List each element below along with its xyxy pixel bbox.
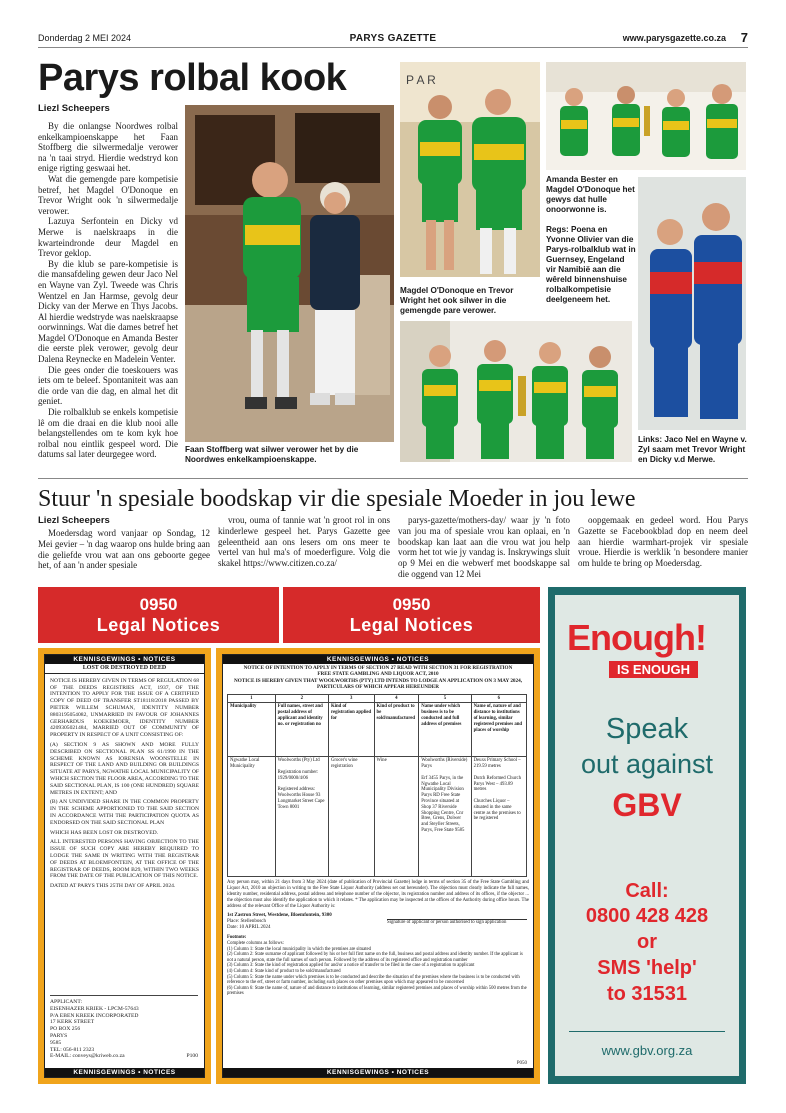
col-number: 6 <box>471 694 526 703</box>
footnote: (3) Column 3: State the kind of registration applied for and/or a notice of transfer to be filed in the case of a registration to applicant <box>227 963 475 969</box>
photo-trophy-group <box>546 62 746 170</box>
header-rule <box>38 47 748 48</box>
article-byline: Liezl Scheepers <box>38 103 110 114</box>
gbv-call: Call: <box>625 880 669 902</box>
masthead: PARYS GAZETTE <box>349 33 437 44</box>
notice-code: P050 <box>516 1061 527 1066</box>
moedersdag-col-2 <box>218 515 390 569</box>
col-header: Name under which business is to be conducted and full address of premises <box>419 703 471 757</box>
title-line: NOTICE OF INTENTION TO APPLY IN TERMS OF SECTION 27 READ WITH SECTION 31 FOR REGISTRATION <box>243 665 513 671</box>
applicant-line: P/A EBEN KREEK INCORPORATED <box>50 1012 139 1019</box>
applicant-line: 17 KERK STREET <box>50 1019 95 1026</box>
caption-pair: Magdel O'Donoque en Trevor Wright het ook silwer in die gemengde pare verower. <box>400 286 514 315</box>
photo-faan-stoffberg <box>185 105 394 442</box>
gbv-phone[interactable]: 0800 428 428 <box>585 905 709 927</box>
page-header <box>38 30 748 46</box>
liquor-notice-title <box>223 664 533 692</box>
photo-namibia-players <box>638 177 746 430</box>
notice-body <box>45 674 204 897</box>
liquor-table <box>227 694 527 878</box>
gbv-is-enough: IS ENOUGH <box>609 661 698 678</box>
title-line: NOTICE IS HEREBY GIVEN THAT WOOLWORTHS (PTY) LTD INTENDS TO LODGE AN APPLICATION ON 3 MAY 2024, <box>233 677 523 684</box>
table-cell: Grocer's wine registration <box>328 757 374 877</box>
paragraph: Lazuya Serfontein en Dicky vd Merwe is naelskraaps in die kwarteindronde deur Magdel en Trevor geklop. <box>38 216 178 259</box>
gbv-label: GBV <box>612 787 682 823</box>
title-line: FREE STATE GAMBLING AND LIQUOR ACT, 2010 <box>317 671 439 678</box>
notice-paragraph: WHICH HAS BEEN LOST OR DESTROYED. <box>50 829 159 836</box>
applicant-line: APPLICANT: <box>50 999 83 1005</box>
notice-paragraph: ALL INTERESTED PERSONS HAVING OBJECTION TO THE ISSUE OF SUCH COPY ARE HEREBY REQUIRED TO LODGE THE SAME IN WRITING WITH THE REGISTRAR OF DEEDS AT BLOEMFONTEIN, AT THE OFFICE OF THE REGISTRAR OF DEEDS, ROOM B29, WITHIN TWO WEEKS FROM THE DATE OF THE PUBLICATION OF THIS NOTICE. <box>50 839 199 880</box>
col-number: 5 <box>419 694 471 703</box>
place-date <box>223 919 533 931</box>
table-row <box>228 757 527 877</box>
caption-namibia: Regs: Poena en Yvonne Olivier van die Parys-rolbalklub wat in Guernsey, Engeland vir Namibië aan die wêreld binnenshuise rolbalkompetisie deelgeneem het. <box>546 225 636 304</box>
photo-magdel-trevor <box>400 62 540 277</box>
notice-title: LOST OR DESTROYED DEED <box>45 664 204 674</box>
notice-paragraph: NOTICE IS HEREBY GIVEN IN TERMS OF REGULATION 68 OF THE DEEDS REGISTRIES ACT, 1937, OF THE INTENTION TO APPLY FOR THE ISSUE OF A CERTIFIED COPY OF DEED OF TRANSFER ST18118/2018 PASSED BY PIETER WILLEM SCHUMAN, IDENTITY NUMBER 8803195054082, UNMARRIED IN FAVOUR OF JOHANNES GERHARDUS KOEKEMOER, IDENTITY NUMBER 4209305021484, MARRIED OUT OF COMMUNITY OF PROPERTY IN RESPECT OF A UNIT CONSISTING OF: <box>50 677 199 739</box>
paragraph: By die onlangse Noordwes rolbal enkelkampioenskappe het Faan Stoffberg die silwermedalje verower na 'n taai stryd. Hierdie wedstryd kon enige rigting geswaai het. <box>38 121 178 174</box>
notice-frame-right <box>216 648 540 1084</box>
notice-bar-top: KENNISGEWINGS • NOTICES <box>223 655 533 664</box>
paragraph: Moedersdag word vanjaar op Sondag, 12 Mei gevier – 'n dag waarop ons hulde bring aan die geliefde vrou wat aan ons geboorte gegee het, of aan 'n ander spesiale <box>38 528 210 571</box>
notice-paragraph: (A) SECTION 9 AS SHOWN AND MORE FULLY DESCRIBED ON SECTIONAL PLAN SS 61/1990 IN THE SCHEME KNOWN AS IORENSIA WOONSTELLE IN RESPECT OF THE LAND AND BUILDING OR BUILDINGS SITUATE AT PARYS, NGWATHE LOCAL MUNICIPALITY OF WHICH SECTION THE FLOOR AREA, ACCORDING TO THE SAID SECTIONAL PLAN, IS 100 (ONE HUNDRED) SQUARE METRES IN EXTENT; AND <box>50 741 199 796</box>
caption-faan: Faan Stoffberg wat silwer verower het by die Noordwes enkelkampioenskappe. <box>185 445 359 464</box>
footnotes <box>223 931 533 997</box>
notice-bar-bottom: KENNISGEWINGS • NOTICES <box>45 1068 204 1077</box>
applicant-line: PARYS <box>50 1032 68 1039</box>
col-header: Full names, street and postal address of applicant and identity no. or registration no <box>275 703 328 757</box>
paragraph: By die klub se pare-kompetisie is die mansafdeling gewen deur Jaco Nel en Wayne van Zyl. Tweede was Chris Wentzel en Jan Harmse, gevolg deur Dicky van der Merwe en Thys Jacobs. Al hierdie wedstryde was naelskraapse oorwinnings. Wat die dames betref het Magdel O'Donoque en Amanda Bester die eerste plek verower, gevolg deur Dalena Reynecke en Madelein Venter. <box>38 258 178 365</box>
notice-liquor-application <box>222 654 534 1078</box>
gbv-speak: Speak <box>605 713 689 745</box>
gbv-out-against: out against <box>580 749 714 779</box>
gbv-url[interactable]: www.gbv.org.za <box>601 1043 693 1058</box>
paragraph: Die rolbalklub se enkels kompetisie lê om die draai en die klub nooi alle belangstellendes om te kom kyk hoe rolbal nou eintlik gespeel word. Die datums sal later deurgegee word. <box>38 407 178 460</box>
photo-four-men <box>400 321 632 462</box>
objection-text: Any person may, within 21 days from 3 May 2024 (date of publication of Provincial Gazette) lodge in terms of section 35 of the Free State Gambling and Liquor Act, 2010 an objection in writing to the Free State Liquor Authority (address set out hereunder). The objection must clearly indicate the full names, identity number, residential address, postal address and telephone number of the objector, its registration number and address of its offices, if the objector ... the objection must also identify the application to which it relates. * The application may be inspected at the offices of the Authority during office hours. The address of the relevant Office of the Liquor Authority is: <box>227 880 529 909</box>
legal-notices-banner-left <box>38 587 279 643</box>
paragraph: vrou, ouma of tannie wat 'n groot rol in ons kinderlewe gespeel het. Parys Gazette gee geleentheid aan ons lesers om ons meer te vertel van hul ma's of moederfigure. Volg die skakel https://www.citizen.co.za/ <box>218 515 390 569</box>
legal-notices-banner-right <box>283 587 540 643</box>
gbv-sms-number: to 31531 <box>606 983 688 1005</box>
footnote: (6) Column 6: State the name of, nature of and distance to institutions of learning, similar registered premises and places of worship within 500 metres from the premises <box>227 985 527 997</box>
gbv-divider <box>569 1031 725 1032</box>
footnote: (5) Column 5: State the name under which premises is to be conducted and describe the situation of the premises where the business is to be conducted with reference to the erf, street or farm number, including such places on other premises upon which may appeared to be concerned <box>227 974 520 986</box>
photo-letters: P A R <box>406 73 436 87</box>
caption-links: Links: Jaco Nel en Wayne v. Zyl saam met Trevor Wright en Dicky v.d Merwe. <box>638 435 747 464</box>
place: Place: Stellenbosch <box>227 919 267 925</box>
issue-date: Donderdag 2 MEI 2024 <box>38 33 132 43</box>
article-headline: Parys rolbal kook <box>38 57 347 99</box>
notice-paragraph: (B) AN UNDIVIDED SHARE IN THE COMMON PROPERTY IN THE SCHEME APPORTIONED TO THE SAID SECTION IN ACCORDANCE WITH THE PARTICIPATION QUOTA AS ENDORSED ON THE SAID SECTIONAL PLAN <box>50 799 199 826</box>
paragraph: parys-gazette/mothers-day/ waar jy 'n foto van jou ma of spesiale vrou kan oplaai, en 'n boodskap kan laat aan die vrou wat jou help vorm het tot wie jy vandag is. Inskrywings sluit op 9 Mei en die webwerf met boodskappe sal die oggend van 12 Mei <box>398 515 570 579</box>
footnote: (1) Column 1: State the local municipality in which the premises are situated <box>227 946 371 952</box>
gbv-enough: Enough! <box>567 617 706 658</box>
moedersdag-headline: Stuur 'n spesiale boodskap vir die spesiale Moeder in jou lewe <box>38 486 636 512</box>
footnote: (2) Column 2: State surname of applicant followed by his or her full first name on the full, business and postal address and identity number. If the applicant is not a natural person, state the full names of such person. Followed by the address of its registered office and registration number <box>227 952 523 963</box>
footnotes-title: Footnote: <box>227 935 247 941</box>
paragraph: oopgemaak en gedeel word. Hou Parys Gazette se Facebookblad dop en neem deel aan hierdie warmhart-projek vir spesiale vroue. Hierdie is werklik 'n besondere manier om hulde te bring op Moedersdag. <box>578 515 748 569</box>
paragraph: Wat die gemengde pare kompetisie betref, het Magdel O'Donoque en Trevor Wright ook 'n silwermedalje verower. <box>38 173 178 216</box>
col-header: Name of, nature of and distance to institutions of learning, similar registered premises and places of worship <box>471 703 526 757</box>
col-header: Kind of registration applied for <box>328 703 374 757</box>
table-number-row <box>228 694 527 703</box>
applicant-line: TEL: 056-811 2323 <box>50 1046 95 1053</box>
applicant-email: E-MAIL: conveys@kriweb.co.za <box>50 1053 125 1060</box>
col-number: 3 <box>328 694 374 703</box>
notice-paragraph: DATED AT PARYS THIS 25TH DAY OF APRIL 2024. <box>50 883 176 890</box>
table-cell: Deuxs Primary School – 219.59 metres Dutch Reformed Church Parys West – 493.89 metres Churches Liquor – situated in the same centre as the premises to be registered <box>471 757 526 877</box>
applicant-line: PO BOX 256 <box>50 1026 81 1033</box>
col-number: 2 <box>275 694 328 703</box>
banner-number: 0950 <box>139 595 178 614</box>
caption-ladies: Amanda Bester en Magdel O'Donoque het gewys dat hulle onoorwonne is. <box>546 175 635 214</box>
table-cell: Ngwathe Local Municipality <box>228 757 276 877</box>
gbv-or: or <box>637 931 657 953</box>
col-header: Kind of product to be sold/manufactured <box>374 703 419 757</box>
moedersdag-byline: Liezl Scheepers <box>38 515 110 526</box>
notice-applicant <box>50 995 198 1060</box>
notice-code: P100 <box>186 1053 198 1060</box>
col-number: 4 <box>374 694 419 703</box>
section-rule <box>38 478 748 479</box>
authority-address: 1st Zastron Street, Westdene, Bloemfontein, 9300 <box>227 913 332 919</box>
signature-line: Signature of applicant or person authorised to sign application <box>387 919 527 926</box>
date: Date: 10 APRIL 2024 <box>227 925 271 931</box>
applicant-line: 9585 <box>50 1039 62 1046</box>
table-cell: Woolworths (Pty) Ltd Registration number: 1929/0000/4/06 Registered address: Woolworths House 93 Longmarket Street Cape Town 8001 <box>275 757 328 877</box>
col-number: 1 <box>228 694 276 703</box>
notice-lost-deed <box>44 654 205 1078</box>
moedersdag-col-4 <box>578 515 748 569</box>
title-line: PARTICULARS OF WHICH APPEAR HEREUNDER <box>317 684 439 691</box>
table-header-row <box>228 703 527 757</box>
applicant-line: EISENHAZER KRIEK - LPCM-57643 <box>50 1005 139 1012</box>
table-cell: Wine <box>374 757 419 877</box>
gbv-advert-panel <box>555 595 739 1076</box>
col-header: Municipality <box>228 703 276 757</box>
notice-frame-left <box>38 648 211 1084</box>
banner-number: 0950 <box>392 595 431 614</box>
paragraph: Die gees onder die toeskouers was iets om te beleef. Spontaniteit was aan die orde van die dag, en almal het dit geniet. <box>38 364 178 407</box>
banner-title: Legal Notices <box>349 615 474 635</box>
banner-title: Legal Notices <box>96 615 221 635</box>
footnote: Complete columns as follows: <box>227 941 284 946</box>
article-body <box>38 121 178 460</box>
page-number: 7 <box>740 30 748 45</box>
table-cell: Woolworths (Riverside) Parys Erf 3455 Parys, in the Ngwathe Local Municipality Division Parys RD Free State Province situated at Shop 37 Riverside Shopping Centre, Cnr Bree, Grens, Dolwer and Steyller Streets, Parys, Free State 9585 <box>419 757 471 877</box>
gbv-sms: SMS 'help' <box>597 957 697 979</box>
gbv-advert <box>548 587 746 1084</box>
notice-bar-bottom: KENNISGEWINGS • NOTICES <box>223 1068 533 1077</box>
notice-bar-top: KENNISGEWINGS • NOTICES <box>45 655 204 664</box>
website-link[interactable]: www.parysgazette.co.za <box>622 33 726 43</box>
footnote: (4) Column 4: State kind of product to be sold/manufactured <box>227 968 341 974</box>
moedersdag-col-1 <box>38 528 210 571</box>
moedersdag-col-3 <box>398 515 570 580</box>
